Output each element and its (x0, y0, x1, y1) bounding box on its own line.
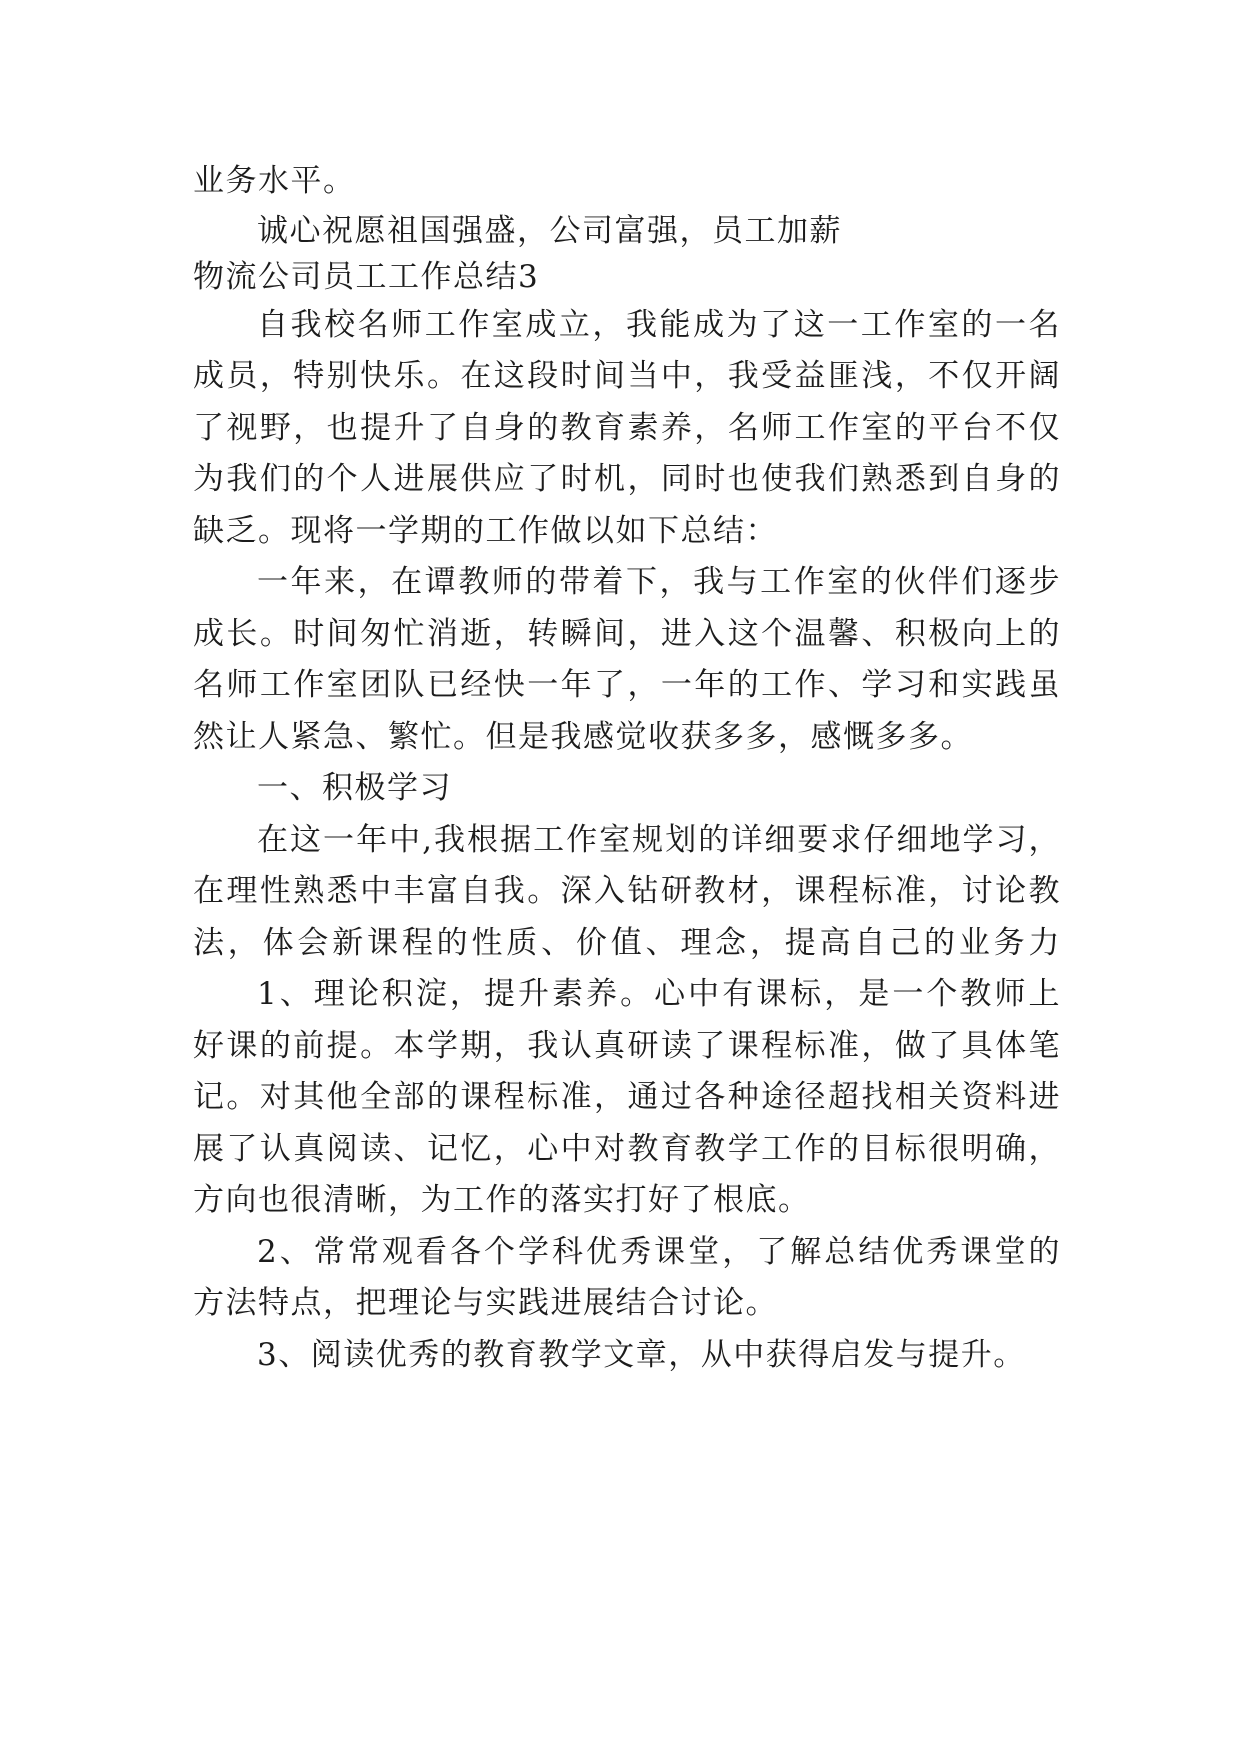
paragraph-line: 成长。时间匆忙消逝，转瞬间，进入这个温馨、积极向上的 (193, 615, 1061, 652)
paragraph-line: 然让人紧急、繁忙。但是我感觉收获多多，感慨多多。 (193, 718, 973, 755)
paragraph-line: 展了认真阅读、记忆，心中对教育教学工作的目标很明确， (193, 1130, 1061, 1167)
paragraph-line: 在这一年中,我根据工作室规划的详细要求仔细地学习， (257, 821, 1061, 858)
paragraph-line: 在理性熟悉中丰富自我。深入钻研教材，课程标准，讨论教 (193, 873, 1061, 909)
paragraph-line: 了视野，也提升了自身的教育素养，名师工作室的平台不仅 (193, 409, 1061, 446)
paragraph-line: 好课的前提。本学期，我认真研读了课程标准，做了具体笔 (193, 1027, 1061, 1064)
paragraph-line: 法，体会新课程的性质、价值、理念，提高自己的业务力 (193, 924, 1061, 961)
paragraph-line: 为我们的个人进展供应了时机，同时也使我们熟悉到自身的 (193, 461, 1061, 497)
paragraph-line: 业务水平。 (193, 163, 356, 199)
paragraph-line: 缺乏。现将一学期的工作做以如下总结： (193, 512, 778, 549)
paragraph-line: 记。对其他全部的课程标准，通过各种途径超找相关资料进 (193, 1079, 1061, 1115)
subheading: 一、积极学习 (257, 770, 452, 806)
paragraph-line: 1、理论积淀，提升素养。心中有课标，是一个教师上 (257, 976, 1061, 1012)
section-title: 物流公司员工工作总结3 (193, 258, 540, 295)
paragraph-line: 名师工作室团队已经快一年了，一年的工作、学习和实践虽 (193, 667, 1061, 703)
document-body (193, 156, 1061, 1381)
paragraph-line: 诚心祝愿祖国强盛，公司富强，员工加薪 (257, 212, 842, 249)
paragraph-line: 一年来，在谭教师的带着下，我与工作室的伙伴们逐步 (257, 564, 1061, 600)
paragraph-line: 方法特点，把理论与实践进展结合讨论。 (193, 1285, 778, 1321)
paragraph-line: 成员，特别快乐。在这段时间当中，我受益匪浅，不仅开阔 (193, 358, 1061, 394)
paragraph-line: 2、常常观看各个学科优秀课堂，了解总结优秀课堂的 (257, 1233, 1061, 1270)
paragraph-line: 3、阅读优秀的教育教学文章，从中获得启发与提升。 (257, 1336, 1026, 1373)
paragraph-line: 方向也很清晰，为工作的落实打好了根底。 (193, 1182, 811, 1218)
paragraph-line: 自我校名师工作室成立，我能成为了这一工作室的一名 (257, 306, 1061, 343)
